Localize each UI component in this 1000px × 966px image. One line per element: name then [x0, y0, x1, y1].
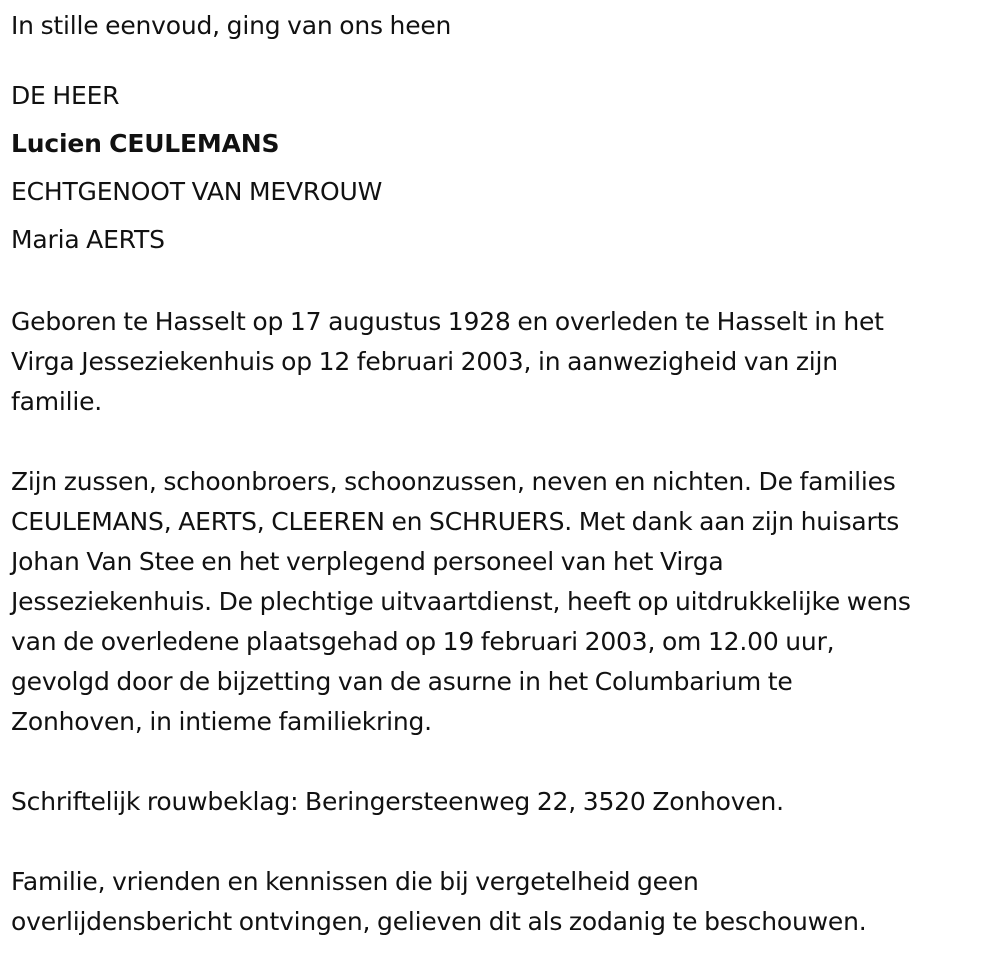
- intro-line: In stille eenvoud, ging van ons heen: [11, 11, 452, 40]
- spacer: [11, 264, 990, 302]
- text-line: Geboren te Hasselt op 17 augustus 1928 en overleden te Hasselt in het: [11, 307, 884, 336]
- deceased-block: [11, 72, 990, 264]
- closing-paragraph: [11, 862, 990, 942]
- text-line: overlijdensbericht ontvingen, gelieven dit als zodanig te beschouwen.: [11, 907, 867, 936]
- text-line: van de overledene plaatsgehad op 19 februari 2003, om 12.00 uur,: [11, 627, 835, 656]
- condolences-address: Schriftelijk rouwbeklag: Beringersteenweg 22, 3520 Zonhoven.: [11, 787, 784, 816]
- spacer: [11, 46, 990, 72]
- spacer: [11, 822, 990, 862]
- text-line: Familie, vrienden en kennissen die bij vergetelheid geen: [11, 867, 699, 896]
- spacer: [11, 742, 990, 782]
- spouse-name: Maria AERTS: [11, 225, 165, 254]
- text-line: Jesseziekenhuis. De plechtige uitvaartdienst, heeft op uitdrukkelijke wens: [11, 587, 911, 616]
- spouse-label: ECHTGENOOT VAN MEVROUW: [11, 177, 383, 206]
- text-line: Zonhoven, in intieme familiekring.: [11, 707, 432, 736]
- title-prefix: DE HEER: [11, 81, 120, 110]
- birth-death-paragraph: [11, 302, 990, 422]
- text-line: familie.: [11, 387, 103, 416]
- spacer: [11, 422, 990, 462]
- text-line: Virga Jesseziekenhuis op 12 februari 2003, in aanwezigheid van zijn: [11, 347, 838, 376]
- text-line: Johan Van Stee en het verplegend personeel van het Virga: [11, 547, 724, 576]
- deceased-name: Lucien CEULEMANS: [11, 129, 280, 158]
- text-line: Zijn zussen, schoonbroers, schoonzussen, neven en nichten. De families: [11, 467, 896, 496]
- text-line: gevolgd door de bijzetting van de asurne in het Columbarium te: [11, 667, 793, 696]
- text-line: CEULEMANS, AERTS, CLEEREN en SCHRUERS. Met dank aan zijn huisarts: [11, 507, 900, 536]
- family-paragraph: [11, 462, 990, 742]
